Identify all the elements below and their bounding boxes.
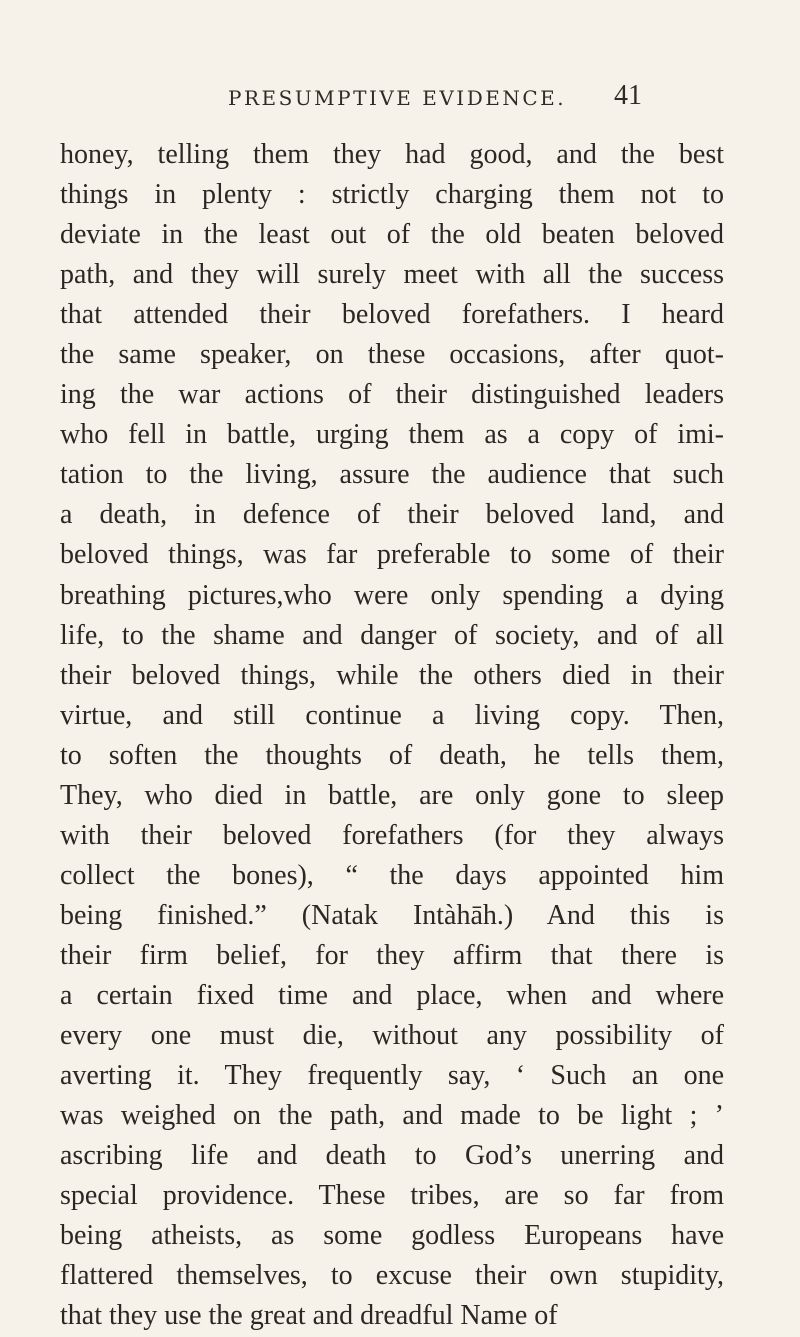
text-line: flattered themselves, to excuse their own stupidity, [60, 1260, 724, 1292]
text-line: virtue, and still continue a living copy. Then, [60, 699, 724, 731]
text-line: ing the war actions of their distinguished leaders [60, 379, 724, 411]
running-title: PRESUMPTIVE EVIDENCE. [228, 86, 567, 110]
text-line: honey, telling them they had good, and the best [60, 139, 724, 170]
text-line: their beloved things, while the others died in their [60, 659, 724, 691]
text-line: special providence. These tribes, are so far from [60, 1180, 724, 1212]
text-line: that attended their beloved forefathers. I heard [60, 299, 724, 331]
text-line: with their beloved forefathers (for they always [60, 819, 724, 851]
text-line: their firm belief, for they affirm that there is [60, 939, 724, 971]
text-line: path, and they will surely meet with all the success [60, 259, 724, 291]
text-line: being finished.” (Natak Intàhāh.) And this is [60, 899, 724, 931]
text-line: who fell in battle, urging them as a copy of imi- [60, 419, 724, 451]
text-line: a certain fixed time and place, when and where [60, 979, 724, 1011]
text-line: ascribing life and death to God’s unerring and [60, 1140, 724, 1172]
text-line: to soften the thoughts of death, he tells them, [60, 739, 724, 771]
text-line: was weighed on the path, and made to be light ; ’ [60, 1100, 724, 1132]
running-head [0, 80, 800, 120]
text-line: things in plenty : strictly charging them not to [60, 179, 724, 211]
text-line: that they use the great and dreadful Name of [60, 1300, 558, 1332]
text-line: deviate in the least out of the old beaten beloved [60, 219, 724, 251]
text-line: averting it. They frequently say, ‘ Such an one [60, 1060, 724, 1092]
text-line: beloved things, was far preferable to some of their [60, 539, 724, 571]
text-line: They, who died in battle, are only gone to sleep [60, 779, 724, 811]
text-line: the same speaker, on these occasions, after quot- [60, 339, 724, 371]
text-line: collect the bones), “ the days appointed him [60, 859, 724, 891]
text-line: life, to the shame and danger of society, and of all [60, 619, 724, 651]
text-line: being atheists, as some godless Europeans have [60, 1220, 724, 1252]
text-line: tation to the living, assure the audience that such [60, 459, 724, 491]
text-line: breathing pictures,who were only spending a dying [60, 579, 724, 611]
page-number: 41 [614, 80, 642, 111]
text-line: a death, in defence of their beloved land, and [60, 499, 724, 531]
body-text [60, 135, 724, 1336]
text-line: every one must die, without any possibility of [60, 1020, 724, 1052]
